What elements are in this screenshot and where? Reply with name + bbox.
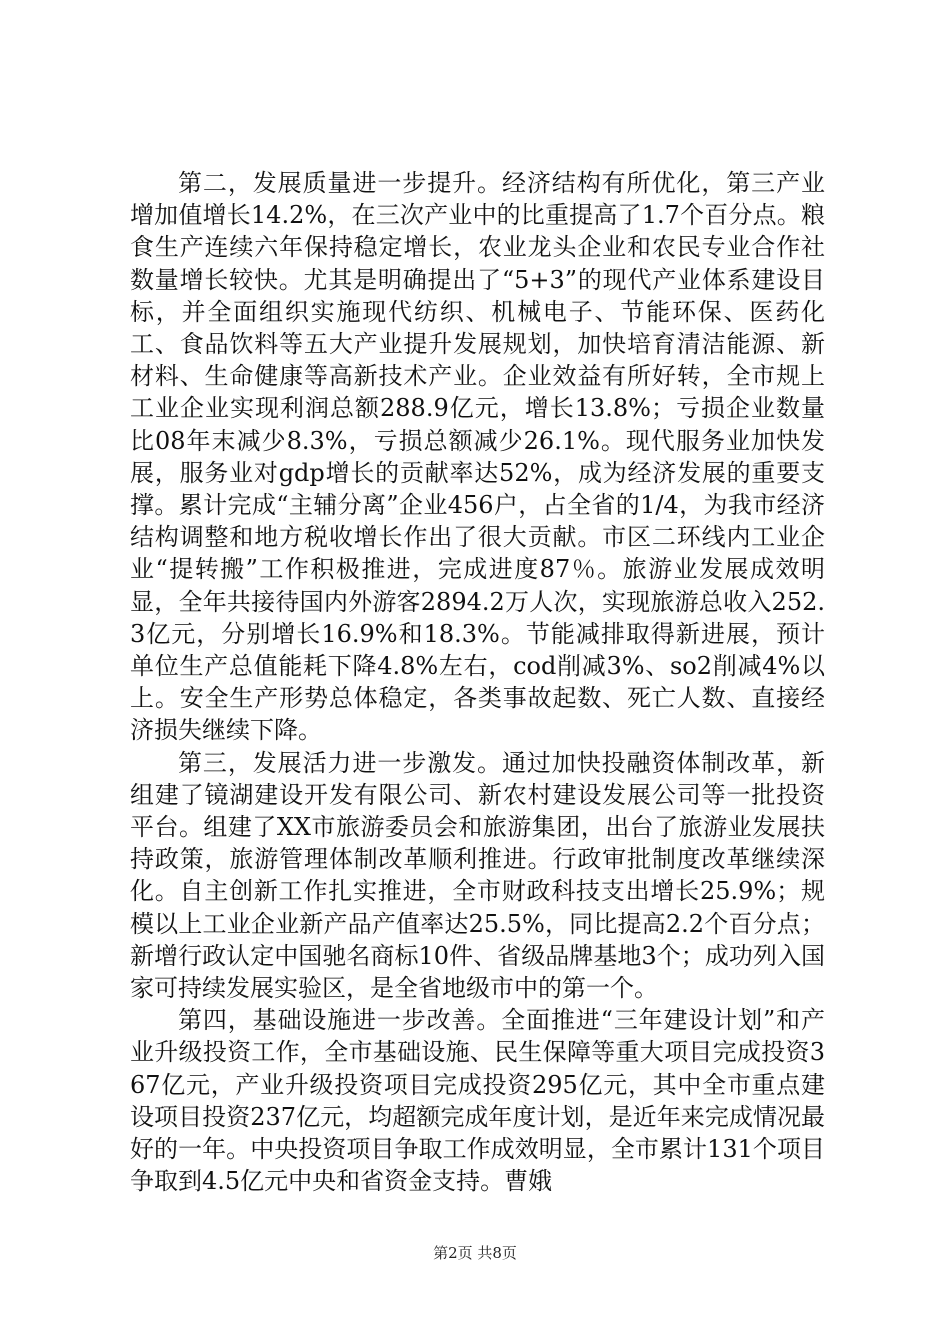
document-body [130, 167, 825, 1198]
paragraph-vitality: 第三，发展活力进一步激发。通过加快投融资体制改革，新组建了镜湖建设开发有限公司、新农村建设发展公司等一批投资平台。组建了XX市旅游委员会和旅游集团，出台了旅游业发展扶持政策，旅游管理体制改革顺利推进。行政审批制度改革继续深化。自主创新工作扎实推进，全市财政科技支出增长25.9%；规模以上工业企业新产品产值率达25.5%，同比提高2.2个百分点；新增行政认定中国驰名商标10件、省级品牌基地3个；成功列入国家可持续发展实验区，是全省地级市中的第一个。 [130, 748, 825, 1003]
page-footer: 第2页 共8页 [433, 1244, 517, 1262]
paragraph-infrastructure: 第四，基础设施进一步改善。全面推进“三年建设计划”和产业升级投资工作，全市基础设施、民生保障等重大项目完成投资367亿元，产业升级投资项目完成投资295亿元，其中全市重点建设项目投资237亿元，均超额完成年度计划，是近年来完成情况最好的一年。中央投资项目争取工作成效明显，全市累计131个项目争取到4.5亿元中央和省资金支持。曹娥 [130, 1006, 825, 1196]
paragraph-quality: 第二，发展质量进一步提升。经济结构有所优化，第三产业增加值增长14.2%，在三次产业中的比重提高了1.7个百分点。粮食生产连续六年保持稳定增长，农业龙头企业和农民专业合作社数量增长较快。尤其是明确提出了“5+3”的现代产业体系建设目标，并全面组织实施现代纺织、机械电子、节能环保、医药化工、食品饮料等五大产业提升发展规划，加快培育清洁能源、新材料、生命健康等高新技术产业。企业效益有所好转，全市规上工业企业实现利润总额288.9亿元，增长13.8%；亏损企业数量比08年末减少8.3%，亏损总额减少26.1%。现代服务业加快发展，服务业对gdp增长的贡献率达52%，成为经济发展的重要支撑。累计完成“主辅分离”企业456户，占全省的1/4，为我市经济结构调整和地方税收增长作出了很大贡献。市区二环线内工业企业“提转搬”工作积极推进，完成进度87％。旅游业发展成效明显，全年共接待国内外游客2894.2万人次，实现旅游总收入252.3亿元，分别增长16.9%和18.3%。节能减排取得新进展，预计单位生产总值能耗下降4.8%左右，cod削减3%、so2削减4%以上。安全生产形势总体稳定，各类事故起数、死亡人数、直接经济损失继续下降。 [130, 169, 825, 745]
